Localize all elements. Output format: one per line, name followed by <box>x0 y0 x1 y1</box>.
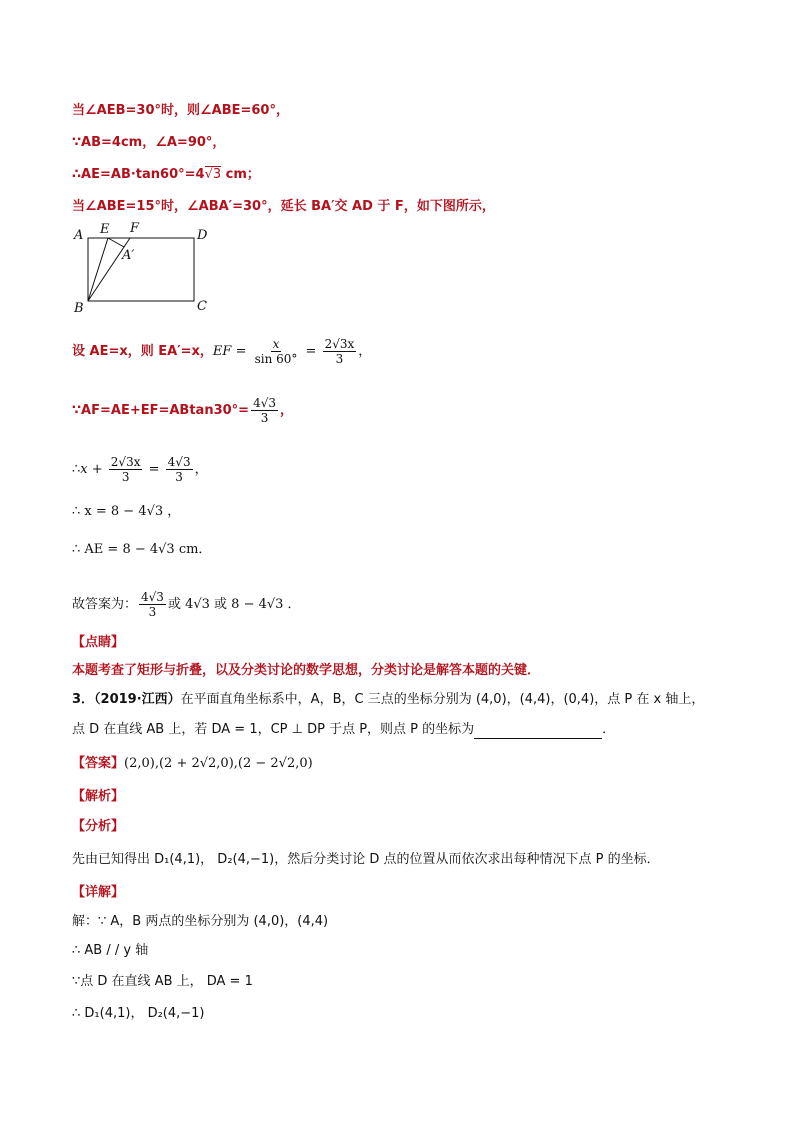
solution-line-9: ∴ AE = 8 − 4√3 cm． <box>72 542 212 557</box>
l10-num: 4√3 <box>141 590 164 604</box>
l6-frac <box>251 396 278 425</box>
l5-eq: = <box>231 344 251 359</box>
l5-pre: 设 AE=x，则 EA′=x， <box>72 344 213 359</box>
heading-xiangjie: 【详解】 <box>72 885 125 900</box>
l10-den: 3 <box>148 605 157 619</box>
l10-post: 或 4√3 或 8 − 4√3 ． <box>167 597 301 612</box>
segment-be <box>88 238 108 301</box>
l7-num1: 2√3x <box>110 455 141 469</box>
l7-post: ， <box>194 462 208 477</box>
solution-line-6 <box>72 396 293 425</box>
l5-num1: x <box>272 337 280 351</box>
question-3-line-1 <box>72 691 704 709</box>
answer-blank <box>474 726 602 739</box>
solution-line-3: ∴AE=AB·tan60°=4√3 cm； <box>72 167 260 182</box>
fenxi-text: 先由已知得出 D₁(4,1)， D₂(4,−1)，然后分类讨论 D 点的位置从而依次求出每种情况下点 P 的坐标． <box>72 852 660 867</box>
segment-ea <box>108 238 124 247</box>
l5-frac-2 <box>323 337 357 366</box>
l6-num: 4√3 <box>253 396 276 410</box>
label-a: A <box>74 228 84 243</box>
rectangle-abcd <box>88 238 194 301</box>
detail-line-2: ∴ AB / / y 轴 <box>72 943 149 958</box>
detail-line-1: 解：∵ A，B 两点的坐标分别为 (4,0)，(4,4) <box>72 914 329 929</box>
l7-num2: 4√3 <box>167 455 191 469</box>
dianjing-text: 本题考查了矩形与折叠，以及分类讨论的数学思想，分类讨论是解答本题的关键． <box>72 663 541 678</box>
heading-answer: 【答案】 <box>72 756 125 771</box>
l7-eq: = <box>144 462 164 477</box>
solution-line-10 <box>72 590 301 619</box>
label-f: F <box>130 221 140 236</box>
l7-den2: 3 <box>175 470 183 484</box>
l3-pre: ∴AE=AB·tan60°=4 <box>72 167 205 182</box>
l5-eq2: = <box>301 344 321 359</box>
l10-frac <box>139 590 166 619</box>
l6-pre: ∵AF=AE+EF=ABtan30°= <box>72 403 250 418</box>
answer-value: (2,0),(2 + 2√2,0),(2 − 2√2,0) <box>124 756 313 771</box>
rectangle-fold-figure <box>70 221 220 316</box>
l7-pre: ∴ <box>72 462 81 477</box>
l6-den: 3 <box>260 411 269 425</box>
l5-den1: sin 60° <box>254 352 298 366</box>
l6-post: ， <box>279 403 293 418</box>
l3-rad: 3 <box>212 167 222 182</box>
l5-num2: 2√3x <box>324 337 355 351</box>
l7-frac-1 <box>109 455 143 484</box>
l7-den1: 3 <box>121 470 130 484</box>
label-e: E <box>100 222 110 237</box>
heading-dianjing: 【点睛】 <box>72 635 125 650</box>
l5-den2: 3 <box>335 352 344 366</box>
solution-line-5 <box>72 337 371 366</box>
question-text-2: 点 D 在直线 AB 上，若 DA = 1，CP ⊥ DP 于点 P，则点 P 的坐标为 <box>72 722 475 737</box>
l7-plus: + <box>87 462 107 477</box>
label-a-prime: A′ <box>122 248 135 263</box>
heading-fenxi: 【分析】 <box>72 819 125 834</box>
l5-frac-1 <box>253 337 300 366</box>
solution-line-8: ∴ x = 8 − 4√3 ， <box>72 504 181 519</box>
label-b: B <box>74 301 84 316</box>
label-d: D <box>197 228 208 243</box>
solution-line-7 <box>72 455 208 484</box>
l5-ef: EF <box>212 344 232 359</box>
solution-line-4: 当∠ABE=15°时，∠ABA′=30°，延长 BA′交 AD 于 F，如下图所示， <box>72 199 495 214</box>
heading-jiexi: 【解析】 <box>72 789 125 804</box>
label-c: C <box>197 299 207 314</box>
solution-line-1: 当∠AEB=30°时，则∠ABE=60°， <box>72 103 289 118</box>
l3-post: cm； <box>221 167 260 182</box>
detail-line-3: ∵点 D 在直线 AB 上， DA = 1 <box>72 974 253 989</box>
answer-line <box>72 755 313 773</box>
l7-frac-2 <box>166 455 193 484</box>
question-source: （2019·江西） <box>94 692 181 707</box>
question-end: ． <box>602 722 616 737</box>
solution-line-2: ∵AB=4cm，∠A=90°， <box>72 135 226 150</box>
detail-line-4: ∴ D₁(4,1)， D₂(4,−1) <box>72 1006 205 1021</box>
question-text-1: 在平面直角坐标系中，A，B，C 三点的坐标分别为 (4,0)，(4,4)，(0,4)，点 P 在 x 轴上， <box>180 692 705 707</box>
l5-post: ， <box>358 344 372 359</box>
l10-pre: 故答案为： <box>72 597 138 612</box>
question-3-line-2 <box>72 721 615 739</box>
l7-x: x <box>80 462 88 477</box>
question-number: 3． <box>72 692 95 707</box>
